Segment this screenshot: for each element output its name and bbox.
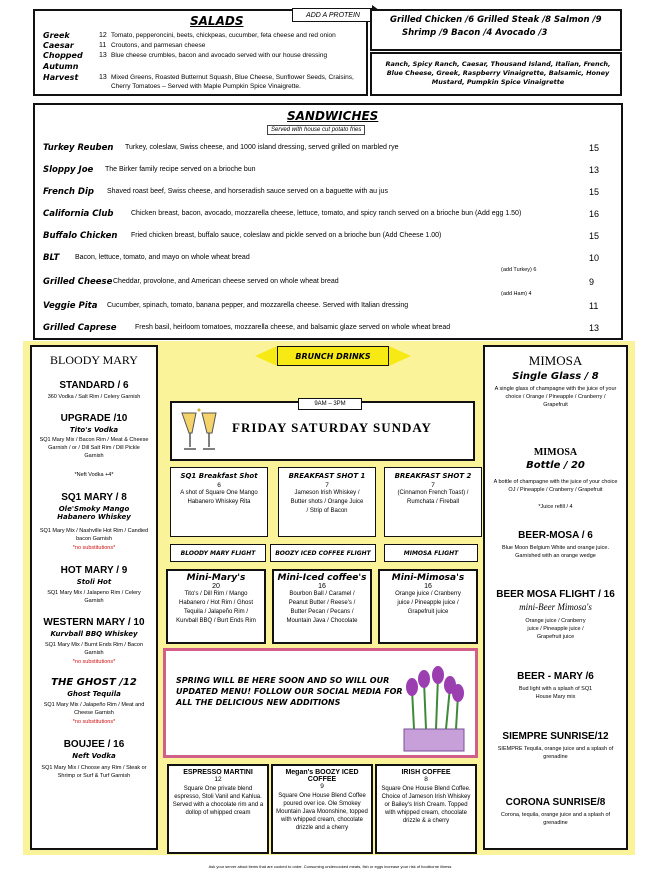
champagne-glasses-icon	[176, 407, 222, 455]
bloody-title: BLOODY MARY	[50, 353, 138, 367]
flight-label: BOOZY ICED COFFEE FLIGHT	[270, 544, 376, 562]
protein-box	[370, 9, 622, 51]
sandwich-item: Buffalo Chicken Fried chicken breast, buffalo sauce, coleslaw and pickle served on a brioche bun (Add Cheese 1.00) 15	[43, 231, 600, 241]
drink-title: STANDARD / 6	[59, 380, 129, 391]
drink-desc: SQ1 Mary Mix / Jalapeno Rim / Celery Garnish	[47, 590, 141, 604]
drink-note: *no substitutions*	[72, 545, 116, 551]
drink-title: CORONA SUNRISE/8	[505, 797, 606, 808]
sandwiches-subtitle: Served with house cut potato fries	[267, 125, 365, 135]
footer-disclaimer: Ask your server about items that are cooked to order. Consuming undercooked meats, fish or eggs increase your risk of foodborne illness	[208, 864, 452, 869]
protein-line: Shrimp /9 Bacon /4 Avocado /3	[402, 28, 548, 38]
drink-desc: A single glass of champagne with the juice of your choice / Orange / Pineapple / Cranberry / Grapefruit	[494, 386, 617, 408]
sandwich-item: Grilled Cheese Cheddar, provolone, and American cheese served on whole wheat bread 9	[43, 277, 595, 287]
flight-card: Mini-Mary's 20 Tito's / Dill Rim / Mango Habanero / Hot Rim / Ghost Tequila / Jalapeño Rim / Kurvball BBQ / Burt Ends Rim	[166, 569, 266, 644]
drink-note: *no substitutions*	[72, 659, 116, 665]
salad-item: Chopped 13 Blue cheese crumbles, bacon and avocado served with our house dressing	[43, 51, 328, 60]
drink-desc: 360 Vodka / Salt Rim / Celery Garnish	[47, 394, 141, 400]
salad-item: Greek 12 Tomato, pepperoncini, beets, chickpeas, cucumber, feta cheese and red onion	[43, 31, 336, 40]
drink-title: SQ1 MARY / 8	[61, 492, 127, 503]
drink-desc: SIEMPRE Tequila, orange juice and a splash of grenadine	[497, 746, 614, 760]
drink-title: BEER MOSA FLIGHT / 16	[496, 589, 615, 600]
brunch-banner: BRUNCH DRINKS	[277, 346, 389, 366]
sandwich-item: Sloppy Joe The Birker family recipe served on a brioche bun 13	[43, 165, 600, 175]
flight-card: Mini-Iced coffee's 16 Bourbon Ball / Caramel / Peanut Butter / Reese's / Butter Pecan / Pecans / Mountain Java / Chocolate	[272, 569, 372, 644]
salad-item: Harvest 13 Mixed Greens, Roasted Butternut Squash, Blue Cheese, Sunflower Seeds, Craisins, Cherry Tomatoes – Served with Maple Pumpkin Spice Vinaigrette.	[43, 73, 354, 90]
spring-announcement	[163, 648, 478, 758]
sandwich-item: Veggie Pita Cucumber, spinach, tomato, banana pepper, and mozzarella cheese. Served with Italian dressing 11	[43, 301, 599, 311]
drink-desc: Corona, tequila, orange juice and a splash of grenadine	[500, 812, 611, 826]
salads-section	[33, 9, 368, 96]
drink-title: THE GHOST /12	[51, 677, 137, 688]
salads-title: SALADS	[190, 14, 244, 28]
drink-spirit: Neft Vodka	[72, 752, 116, 760]
drink-desc: Blue Moon Belgium White and orange juice. Garnished with an orange wedge	[501, 545, 609, 559]
salad-item: Autumn	[43, 62, 79, 71]
drink-desc: Orange juice / Cranberry juice / Pineapple juice / Grapefruit juice	[525, 618, 586, 640]
flight-card: Mini-Mimosa's 16 Orange juice / Cranberry juice / Pineapple juice / Grapefruit juice	[378, 569, 478, 644]
flight-label: MIMOSA FLIGHT	[384, 544, 478, 562]
mimosa-title: MIMOSA	[528, 353, 583, 368]
drink-desc: SQ1 Mary Mix / Choose any Rim / Steak or Shrimp or Surf & Turf Garnish	[41, 765, 147, 779]
drink-spirit: Ole'Smoky Mango Habanero Whiskey	[57, 505, 131, 521]
protein-line: Grilled Chicken /6 Grilled Steak /8 Salmon /9	[390, 15, 602, 25]
sandwich-item: California Club Chicken breast, bacon, avocado, mozzarella cheese, lettuce, tomato, and spicy ranch served on a brioche bun (Add egg 1.50) 16	[43, 209, 600, 219]
drink-desc: SQ1 Mary Mix / Nashville Hot Rim / Candied bacon Garnish	[39, 528, 149, 542]
drink-spirit: Ghost Tequila	[67, 690, 121, 698]
brunch-days: FRIDAY SATURDAY SUNDAY	[232, 420, 432, 435]
add-protein-label: ADD A PROTEIN	[292, 8, 374, 22]
drink-subtitle: mini-Beer Mimosa's	[519, 602, 592, 612]
addon-note: (add Turkey) 6	[501, 267, 537, 273]
sandwich-item: Turkey Reuben Turkey, coleslaw, Swiss cheese, and 1000 island dressing, served grilled on marbled rye 15	[43, 143, 600, 153]
drink-title: WESTERN MARY / 10	[43, 617, 145, 628]
drink-title: BEER - MARY /6	[517, 671, 594, 682]
coffee-card: ESPRESSO MARTINI 12 Square One private blend espresso, Stoli Vanil and Kahlua. Served with a chocolate rim and a dollop of whipped cream	[167, 764, 269, 854]
drink-spirit: Tito's Vodka	[69, 426, 119, 434]
coffee-card: Megan's BOOZY ICED COFFEE 9 Square One House Blend Coffee poured over ice. Ole Smokey Mountain Java Moonshine, topped with whipped cream, chocolate drizzle and a cherry	[271, 764, 373, 854]
drink-title: HOT MARY / 9	[60, 565, 128, 576]
drink-note: *Juice refill / 4	[538, 504, 573, 510]
shot-card: BREAKFAST SHOT 1 7 Jameson Irish Whiskey / Butter shots / Orange Juice / Strip of Bacon	[278, 467, 376, 537]
drink-title: Single Glass / 8	[512, 371, 599, 382]
drink-desc: A bottle of champagne with the juice of your choice OJ / Pineapple / Cranberry / Grapefruit	[493, 479, 618, 493]
sandwiches-title: SANDWICHES	[287, 109, 379, 123]
spring-text: SPRING WILL BE HERE SOON AND SO WILL OUR UPDATED MENU! FOLLOW OUR SOCIAL MEDIA FOR ALL THE DELICIOUS NEW ADDITIONS	[176, 676, 403, 707]
sandwich-item: BLT Bacon, lettuce, tomato, and mayo on whole wheat bread 10	[43, 253, 600, 263]
banner-ribbon-right	[389, 346, 411, 366]
flight-label: BLOODY MARY FLIGHT	[170, 544, 266, 562]
drink-title: SIEMPRE SUNRISE/12	[502, 731, 609, 742]
drink-desc: SQ1 Mary Mix / Jalapeño Rim / Meat and Cheese Garnish	[43, 702, 145, 716]
drink-desc: SQ1 Mary Mix / Bacon Rim / Meat & Cheese Garnish / or / Dill Salt Rim / Dill Pickle Garnish	[39, 437, 149, 459]
coffee-card: IRISH COFFEE 8 Square One House Blend Coffee. Choice of Jameson Irish Whiskey or Bailey's Irish Cream. Topped with whipped cream, chocolate drizzle & a cherry	[375, 764, 477, 854]
drink-title: BOUJEE / 16	[63, 739, 125, 750]
mimosa-section	[483, 345, 628, 850]
drink-title: UPGRADE /10	[60, 413, 128, 424]
tulips-icon	[394, 659, 474, 754]
addon-note: (add Ham) 4	[501, 291, 532, 297]
drink-desc: Bud light with a splash of SQ1 House Mary mix	[518, 686, 593, 700]
sandwich-item: French Dip Shaved roast beef, Swiss cheese, and horseradish sauce served on a baguette with au jus 15	[43, 187, 600, 197]
shot-card: SQ1 Breakfast Shot 6 A shot of Square One Mango Habanero Whiskey Rita	[170, 467, 268, 537]
drink-note: *no substitutions*	[72, 719, 116, 725]
banner-ribbon-left	[255, 346, 277, 366]
drink-title: Bottle / 20	[526, 460, 585, 471]
sandwiches-section	[33, 103, 623, 340]
dressing-box	[370, 52, 622, 96]
sandwich-item: Grilled Caprese Fresh basil, heirloom tomatoes, mozzarella cheese, and balsamic glaze served on whole wheat bread 13	[43, 323, 600, 333]
drink-desc: SQ1 Mary Mix / Burnt Ends Rim / Bacon Garnish	[44, 642, 144, 656]
shot-card: BREAKFAST SHOT 2 7 (Cinnamon French Toast) / Rumchata / Fireball	[384, 467, 482, 537]
drink-note: *Neft Vodka +4*	[74, 472, 114, 478]
bloody-mary-section	[30, 345, 158, 850]
brunch-hours: 9AM – 3PM	[298, 398, 362, 410]
drink-title: BEER-MOSA / 6	[518, 530, 593, 541]
drink-spirit: Kurvball BBQ Whiskey	[50, 630, 138, 638]
drink-title: MIMOSA	[533, 447, 578, 458]
dressing-list: Ranch, Spicy Ranch, Caesar, Thousand Island, Italian, French, Blue Cheese, Greek, Raspberry Vinaigrette, Balsamic, Honey Mustard, Pumpkin Spice Vinaigrette	[385, 60, 611, 86]
drink-spirit: Stoli Hot	[76, 578, 112, 586]
salad-item: Caesar 11 Croutons, and parmesan cheese	[43, 41, 206, 50]
